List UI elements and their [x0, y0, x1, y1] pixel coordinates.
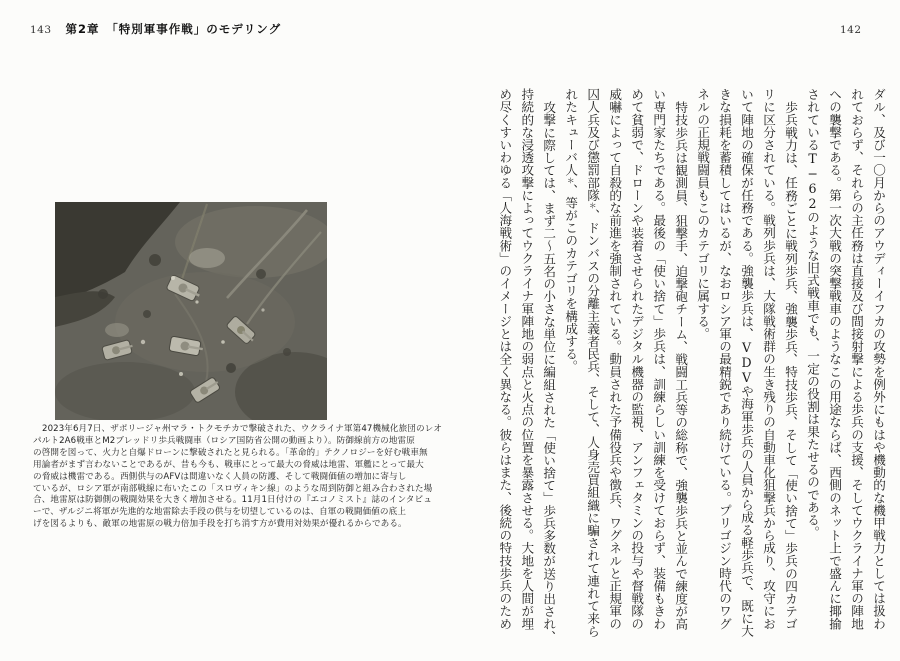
text-column — [608, 88, 621, 644]
footnote-marker: ＊ — [566, 176, 576, 184]
column-text: めて貧弱で、ドローンや装着させられたデジタル機器の監視、アンフェタミンの投与や督戦隊の — [629, 88, 645, 630]
text-column — [674, 88, 687, 644]
text-column — [586, 88, 599, 644]
column-text: ダル、及び一〇月からのアウディーイフカの攻勢を例外にもはや機動的な機甲戦力としては扱わ — [871, 88, 886, 630]
destroyed-tanks-photo-art — [55, 202, 327, 420]
column-text: 特技歩兵は観測員、狙撃手、迫撃砲チーム、戦闘工兵等の総称で、強襲歩兵と並んで練度が高 — [673, 101, 689, 631]
column-text: きな損耗を蓄積してはいるが、なおロシア軍の最精鋭であり続けている。プリゴジン時代のワグ — [717, 88, 733, 630]
text-column — [761, 88, 777, 644]
photo-caption — [33, 424, 443, 531]
column-text: への襲撃である。第一次大戦の突撃戦車のようなこの用途ならば、西側のネット上で盛んに揶揄 — [827, 88, 843, 630]
text-column — [827, 88, 843, 644]
page-number-right: 142 — [840, 24, 862, 36]
text-column — [740, 88, 753, 644]
column-text: 持続的な浸透攻撃によってウクライナ軍陣地の弱点と火点の位置を暴露させる。大地を人間が埋 — [519, 88, 535, 630]
text-column — [718, 88, 731, 644]
caption-line: の啓開を図って、火力と自爆ドローンに撃破されたと見られる。「革命的」テクノロジーを好む戦車無 — [33, 447, 428, 458]
chapter-header: 第2章 「特別軍事作戦」のモデリング — [65, 22, 282, 36]
column-text: 、ドンバスの分離主義者民兵、そして、人身売買組織に騙されて連れて来ら — [585, 208, 601, 638]
column-text: リに区分されている。戦列歩兵は、大隊戦術群の生き残りの自動車化狙撃兵から成り、攻守にお — [761, 88, 777, 630]
column-text: 威嚇によって自殺的な前進を強制されている。動員された予備役兵や徴兵、ワグネルと正規軍の — [607, 88, 623, 630]
caption-line: げを図るよりも、敵軍の地雷原の戦力倍加手段を打ち消す方が費用対効果が優れるからである。 — [33, 519, 407, 530]
text-column — [783, 88, 799, 644]
column-text: れておらず、それらの主任務は直接及び間接射撃による歩兵の支援、そしてウクライナ軍の陣地 — [849, 88, 865, 630]
body-text — [498, 88, 884, 644]
column-text: め尽くすいわゆる「人海戦術」のイメージとは全く異なる。彼らはまた、後続の特技歩兵のため — [497, 88, 513, 630]
page-number-left: 143 — [30, 24, 52, 36]
text-column — [498, 88, 511, 644]
caption-line: 合、地雷原は防御側の戦闘効果を大きく増加させる。11月1日付けの『エコノミスト』誌のインタビュ — [33, 495, 432, 506]
caption-line: 用論者がまず言わないことであるが、昔も今も、戦車にとって最大の脅威は地雷、軍艦にとって最大 — [33, 459, 424, 470]
column-text: 、等がこのカテゴリを構成する。 — [563, 183, 579, 373]
column-text: されているT−62のような旧式戦車でも、一定の役割は果たせるのである。 — [805, 88, 821, 539]
caption-line: ーで、ザルジニ将軍が先進的な地雷除去手段の供与を切望しているのは、自軍の戦闘価値の底上 — [33, 507, 407, 518]
footnote-marker: ＊ — [588, 201, 598, 209]
caption-line: ているが、ロシア軍が南部戦線に布いたこの「スロヴィキン線」のような周到防御と組み合わされた場 — [33, 483, 433, 494]
caption-line: パルト2A6戦車とM2ブレッドリ歩兵戦闘車（ロシア国防省公開の動画より）。防御線前方の地雷原 — [33, 435, 415, 446]
text-column — [871, 88, 884, 644]
caption-line: 2023年6月7日、ザポリージャ州マラ・トクモチカで撃破された、ウクライナ軍第47機械化旅団のレオ — [42, 424, 443, 434]
column-text: れたキューバ人 — [563, 88, 579, 177]
text-column — [542, 88, 555, 644]
text-column — [696, 88, 709, 644]
caption-line: の脅威は機雷である。西側供与のAFVは間違いなく人員の防護、そして戦闘価値の増加に寄与し — [33, 471, 407, 482]
text-column — [520, 88, 533, 644]
column-text: 歩兵戦力は、任務ごとに戦列歩兵、強襲歩兵、特技歩兵、そして「使い捨て」歩兵の四カテゴ — [783, 101, 799, 631]
column-text: ネルの正規戦闘員もこのカテゴリに属する。 — [695, 88, 711, 340]
column-text: 囚人兵及び懲罰部隊 — [585, 88, 601, 202]
text-column — [805, 88, 821, 644]
text-column — [564, 88, 577, 644]
column-text: い専門家たちである。最後の「使い捨て」歩兵は、訓練らしい訓練を受けておらず、装備もきわ — [651, 88, 667, 630]
column-text: 攻撃に際しては、まず二〜五名の小さな単位に編組された「使い捨て」歩兵多数が送り出され、 — [541, 101, 557, 643]
column-text: いて陣地の確保が任務である。強襲歩兵は、VDVや海軍歩兵の人員から成る軽歩兵で、既に大 — [739, 88, 755, 637]
destroyed-tanks-photo — [55, 202, 327, 420]
text-column — [630, 88, 643, 644]
text-column — [849, 88, 865, 644]
text-column — [652, 88, 665, 644]
running-header — [30, 21, 281, 37]
